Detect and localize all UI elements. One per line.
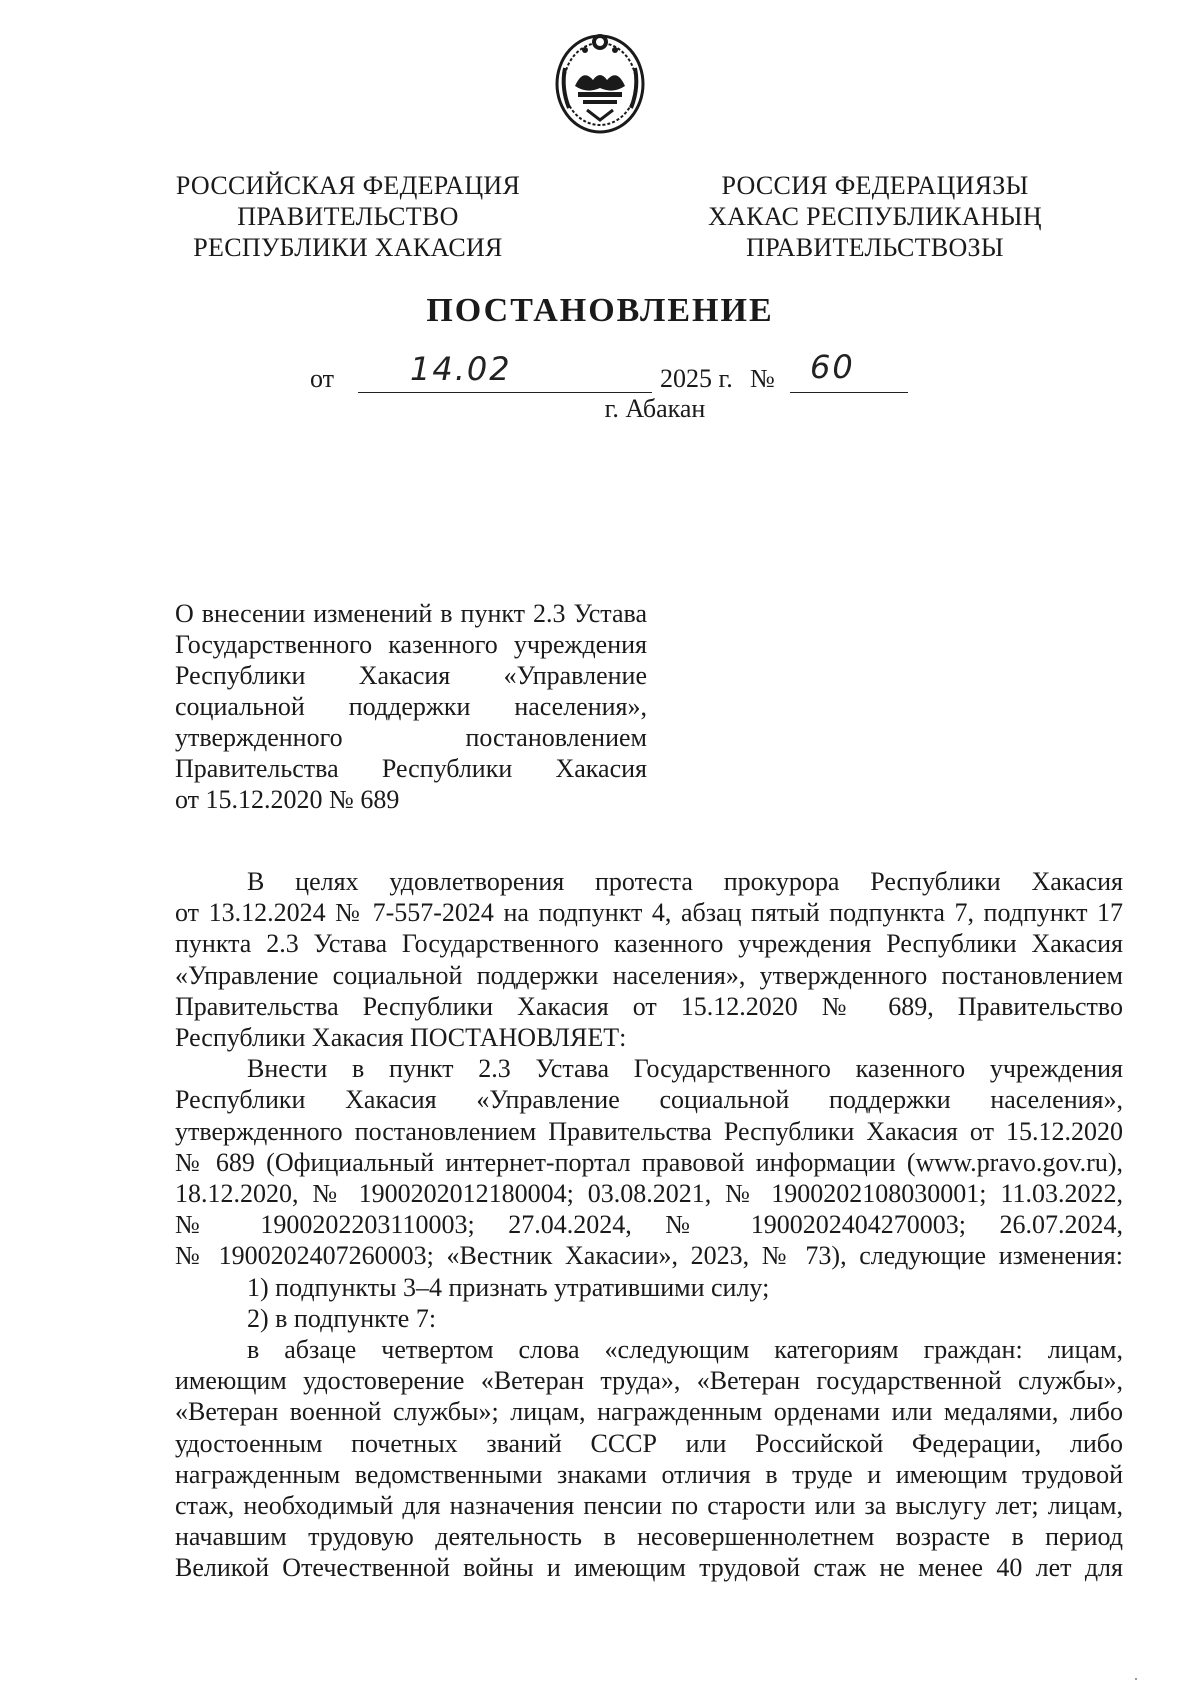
body-line: № 689 (Официальный интернет-портал правовой информации (www.pravo.gov.ru), bbox=[175, 1147, 1123, 1177]
header-khakas bbox=[695, 170, 1055, 263]
subject-line: утвержденного постановлением bbox=[175, 723, 647, 752]
body-line: в абзаце четвертом слова «следующим категориям граждан: лицам, bbox=[247, 1335, 1123, 1365]
body-line: 18.12.2020, № 1900202012180004; 03.08.2021, № 1900202108030001; 11.03.2022, bbox=[175, 1179, 1123, 1209]
body-line: утвержденного постановлением Правительства Республики Хакасия от 15.12.2020 bbox=[175, 1116, 1123, 1146]
body-line: пункта 2.3 Устава Государственного казенного учреждения Республики Хакасия bbox=[175, 929, 1123, 959]
date-number-row bbox=[310, 348, 910, 396]
body-line: 2) в подпункте 7: bbox=[247, 1303, 437, 1333]
header-right-line: ПРАВИТЕЛЬСТВОЗЫ bbox=[746, 233, 1004, 262]
body-line: имеющим удостоверение «Ветеран труда», «Ветеран государственной службы», bbox=[175, 1366, 1123, 1396]
date-prefix-label: от bbox=[310, 364, 335, 393]
header-left-line: РЕСПУБЛИКИ ХАКАСИЯ bbox=[193, 233, 503, 262]
body-line: № 1900202407260003; «Вестник Хакасии», 2023, № 73), следующие изменения: bbox=[175, 1241, 1123, 1271]
body-line: Великой Отечественной войны и имеющим трудовой стаж не менее 40 лет для bbox=[175, 1553, 1123, 1583]
header-right-line: РОССИЯ ФЕДЕРАЦИЯЗЫ bbox=[721, 171, 1029, 200]
header-left-line: РОССИЙСКАЯ ФЕДЕРАЦИЯ bbox=[175, 171, 521, 200]
document-type-title: ПОСТАНОВЛЕНИЕ bbox=[426, 292, 774, 329]
subject-line: от 15.12.2020 № 689 bbox=[175, 785, 400, 814]
body-line: 1) подпункты 3–4 признать утратившими силу; bbox=[247, 1272, 770, 1302]
city-label: г. Абакан bbox=[604, 394, 706, 423]
body-line: Республики Хакасия ПОСТАНОВЛЯЕТ: bbox=[175, 1023, 627, 1053]
body-line: удостоенным почетных званий СССР или Российской Федерации, либо bbox=[175, 1428, 1123, 1458]
body-line: «Управление социальной поддержки населения», утвержденного постановлением bbox=[175, 960, 1123, 990]
date-underline bbox=[358, 392, 652, 393]
header-right-line: ХАКАС РЕСПУБЛИКАНЫҢ bbox=[708, 202, 1042, 231]
body-line: стаж, необходимый для назначения пенсии по старости или за выслугу лет; лицам, bbox=[175, 1491, 1123, 1521]
subject-line: социальной поддержки населения», bbox=[175, 692, 647, 721]
scan-speck bbox=[1135, 1678, 1137, 1680]
body-line: № 1900202203110003; 27.04.2024, № 1900202404270003; 26.07.2024, bbox=[175, 1210, 1123, 1240]
body-line: Внести в пункт 2.3 Устава Государственного казенного учреждения bbox=[247, 1054, 1123, 1084]
document-body bbox=[175, 866, 1123, 1584]
handwritten-number: 60 bbox=[810, 348, 855, 386]
subject-line: Республики Хакасия «Управление bbox=[175, 661, 647, 690]
body-line: начавшим трудовую деятельность в несовершеннолетнем возрасте в период bbox=[175, 1522, 1123, 1552]
header-left-line: ПРАВИТЕЛЬСТВО bbox=[237, 202, 459, 231]
number-sign-label: № bbox=[750, 364, 775, 393]
year-label: 2025 г. bbox=[660, 364, 733, 393]
body-line: Республики Хакасия «Управление социальной поддержки населения», bbox=[175, 1085, 1123, 1115]
subject-line: Правительства Республики Хакасия bbox=[175, 754, 647, 783]
body-line: от 13.12.2024 № 7-557-2024 на подпункт 4, абзац пятый подпункта 7, подпункт 17 bbox=[175, 898, 1123, 928]
header-russian bbox=[168, 170, 528, 263]
body-line: «Ветеран военной службы»; лицам, награжденным орденами или медалями, либо bbox=[175, 1397, 1123, 1427]
body-line: награжденным ведомственными знаками отличия в труде и имеющим трудовой bbox=[175, 1459, 1123, 1489]
body-line: Правительства Республики Хакасия от 15.12.2020 № 689, Правительство bbox=[175, 991, 1123, 1021]
coat-of-arms-emblem bbox=[553, 28, 647, 136]
body-line: В целях удовлетворения протеста прокурора Республики Хакасия bbox=[247, 867, 1123, 896]
subject-line: О внесении изменений в пункт 2.3 Устава bbox=[175, 599, 647, 628]
subject-line: Государственного казенного учреждения bbox=[175, 630, 647, 659]
document-subject bbox=[175, 598, 647, 815]
number-underline bbox=[790, 392, 908, 393]
handwritten-date: 14.02 bbox=[410, 350, 512, 388]
